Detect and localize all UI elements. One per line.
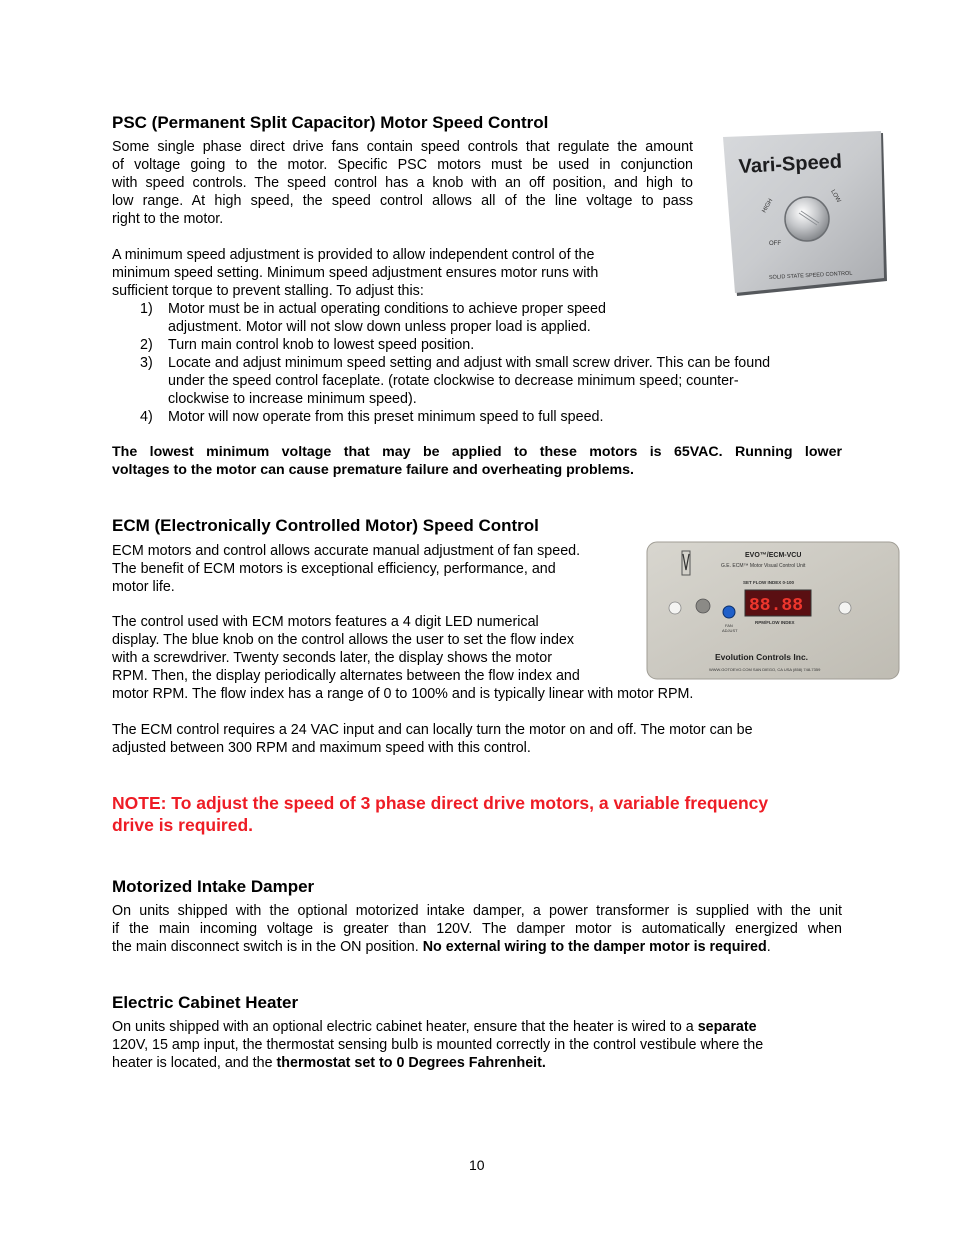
ecm-paragraph-3	[112, 721, 852, 757]
ecm-brand: Evolution Controls Inc.	[715, 652, 809, 662]
damper-line-3-prefix: the main disconnect switch is in the ON position.	[112, 939, 423, 955]
heater-line-1-prefix: On units shipped with an optional electric cabinet heater, ensure that the heater is wired to a	[112, 1019, 698, 1035]
led-readout: 88.88	[749, 596, 804, 616]
heater-heading: Electric Cabinet Heater	[112, 993, 299, 1012]
right-screw	[839, 602, 851, 614]
ecm-set-flow: SET FLOW INDEX 0-100	[743, 580, 795, 585]
heater-line-3-bold: thermostat set to 0 Degrees Fahrenheit.	[276, 1055, 546, 1071]
heater-line-1	[112, 1018, 852, 1036]
psc-p1-line: of voltage going to the motor. Specific PSC motors must be used in conjunction	[112, 157, 693, 173]
damper-line-3-bold: No external wiring to the damper motor is required	[422, 939, 767, 955]
ecm-subtitle: G.E. ECM™ Motor Visual Control Unit	[721, 563, 806, 569]
step-line: adjustment. Motor will not slow down unless proper load is applied.	[168, 319, 591, 335]
page-number: 10	[469, 1157, 485, 1173]
heater-line-3-prefix: heater is located, and the	[112, 1055, 277, 1071]
ecm-p2-line: The control used with ECM motors features a 4 digit LED numerical	[112, 614, 539, 630]
step-number: 2)	[140, 337, 153, 353]
heater-line-1-bold: separate	[697, 1019, 757, 1035]
list-item	[112, 300, 852, 336]
damper-line: On units shipped with the optional motorized intake damper, a power transformer is supplied with the unit	[112, 903, 842, 919]
list-item	[112, 336, 852, 354]
psc-p2-line: A minimum speed adjustment is provided to allow independent control of the	[112, 247, 595, 263]
list-item	[112, 354, 852, 408]
damper-line: if the main incoming voltage is greater than 120V. The damper motor is automatically energized when	[112, 921, 842, 937]
heater-paragraph	[112, 1018, 852, 1072]
ecm-p3-line: adjusted between 300 RPM and maximum speed with this control.	[112, 740, 531, 756]
list-item	[112, 408, 852, 426]
psc-p2-line: sufficient torque to prevent stalling. To adjust this:	[112, 283, 424, 299]
psc-heading: PSC (Permanent Split Capacitor) Motor Speed Control	[112, 113, 549, 132]
ecm-p1-line: ECM motors and control allows accurate manual adjustment of fan speed.	[112, 543, 581, 559]
psc-warning-line: voltages to the motor can cause premature failure and overheating problems.	[112, 462, 634, 478]
psc-warning-line: The lowest minimum voltage that may be applied to these motors is 65VAC. Running lower	[112, 444, 842, 460]
damper-line-3	[112, 938, 842, 956]
knob-label-off: OFF	[769, 241, 781, 247]
step-number: 3)	[140, 355, 153, 371]
note-3-phase	[112, 792, 852, 836]
ecm-p2-line: with a screwdriver. Twenty seconds later, the display shows the motor	[112, 650, 552, 666]
ecm-p1-line: motor life.	[112, 579, 175, 595]
left-screw	[669, 602, 681, 614]
psc-p1-line: right to the motor.	[112, 211, 224, 227]
ecm-control-unit-image	[645, 540, 901, 681]
psc-p1-line: Some single phase direct drive fans contain speed controls that regulate the amount	[112, 139, 693, 155]
speed-knob	[785, 197, 829, 241]
vari-speed-control-image	[721, 131, 889, 297]
step-line: under the speed control faceplate. (rotate clockwise to decrease minimum speed; counter-	[168, 373, 739, 389]
step-line: Motor must be in actual operating conditions to achieve proper speed	[168, 301, 606, 317]
knob-label-high: HIGH	[761, 198, 775, 214]
ecm-p1-line: The benefit of ECM motors is exceptional efficiency, performance, and	[112, 561, 556, 577]
ecm-p3-line: The ECM control requires a 24 VAC input and can locally turn the motor on and off. The motor can be	[112, 722, 753, 738]
psc-paragraph-2	[112, 246, 672, 300]
ecm-p2-line: motor RPM. The flow index has a range of 0 to 100% and is typically linear with motor RPM.	[112, 686, 694, 702]
step-number: 1)	[140, 301, 153, 317]
heater-line-3	[112, 1054, 852, 1072]
fan-adjust-label-2: ADJUST	[722, 628, 738, 633]
step-line: clockwise to increase minimum speed).	[168, 391, 417, 407]
vari-speed-caption: SOLID STATE SPEED CONTROL	[768, 270, 853, 281]
psc-paragraph-1	[112, 138, 693, 228]
psc-p2-line: minimum speed setting. Minimum speed adjustment ensures motor runs with	[112, 265, 599, 281]
vari-speed-title: Vari-Speed	[738, 150, 843, 178]
psc-p1-line: low range. At high speed, the speed control allows all of the line voltage to pass	[112, 193, 693, 209]
step-number: 4)	[140, 409, 153, 425]
note-line: drive is required.	[112, 815, 254, 835]
step-line: Locate and adjust minimum speed setting and adjust with small screw driver. This can be found	[168, 355, 771, 371]
damper-line-3-suffix: .	[766, 939, 771, 955]
fan-adjust-label-1: FAN	[725, 623, 733, 628]
ecm-paragraph-1	[112, 542, 632, 596]
step-line: Motor will now operate from this preset minimum speed to full speed.	[168, 409, 604, 425]
psc-p1-line: with speed controls. The speed control has a knob with an off position, and high to	[112, 175, 693, 191]
heater-line: 120V, 15 amp input, the thermostat sensing bulb is mounted correctly in the control vestibule where the	[112, 1037, 764, 1053]
led-housing	[696, 599, 710, 613]
psc-warning	[112, 443, 842, 479]
ecm-heading: ECM (Electronically Controlled Motor) Speed Control	[112, 516, 539, 535]
damper-heading: Motorized Intake Damper	[112, 877, 315, 896]
step-line: Turn main control knob to lowest speed position.	[168, 337, 475, 353]
psc-steps-list	[112, 300, 852, 426]
ecm-title: EVO™/ECM-VCU	[745, 552, 802, 559]
damper-paragraph	[112, 902, 842, 956]
fan-adjust-knob	[723, 606, 735, 618]
ecm-p2-line: RPM. Then, the display periodically alternates between the flow index and	[112, 668, 580, 684]
note-line: NOTE: To adjust the speed of 3 phase direct drive motors, a variable frequency	[112, 793, 769, 813]
ecm-p2-line: display. The blue knob on the control allows the user to set the flow index	[112, 632, 575, 648]
knob-label-low: LOW	[829, 189, 842, 204]
rpm-label: RPM/FLOW INDEX	[755, 620, 795, 625]
ecm-footer: WWW.GOTOEVO.COM SAN DIEGO, CA USA (858) 748-7359	[709, 667, 821, 672]
